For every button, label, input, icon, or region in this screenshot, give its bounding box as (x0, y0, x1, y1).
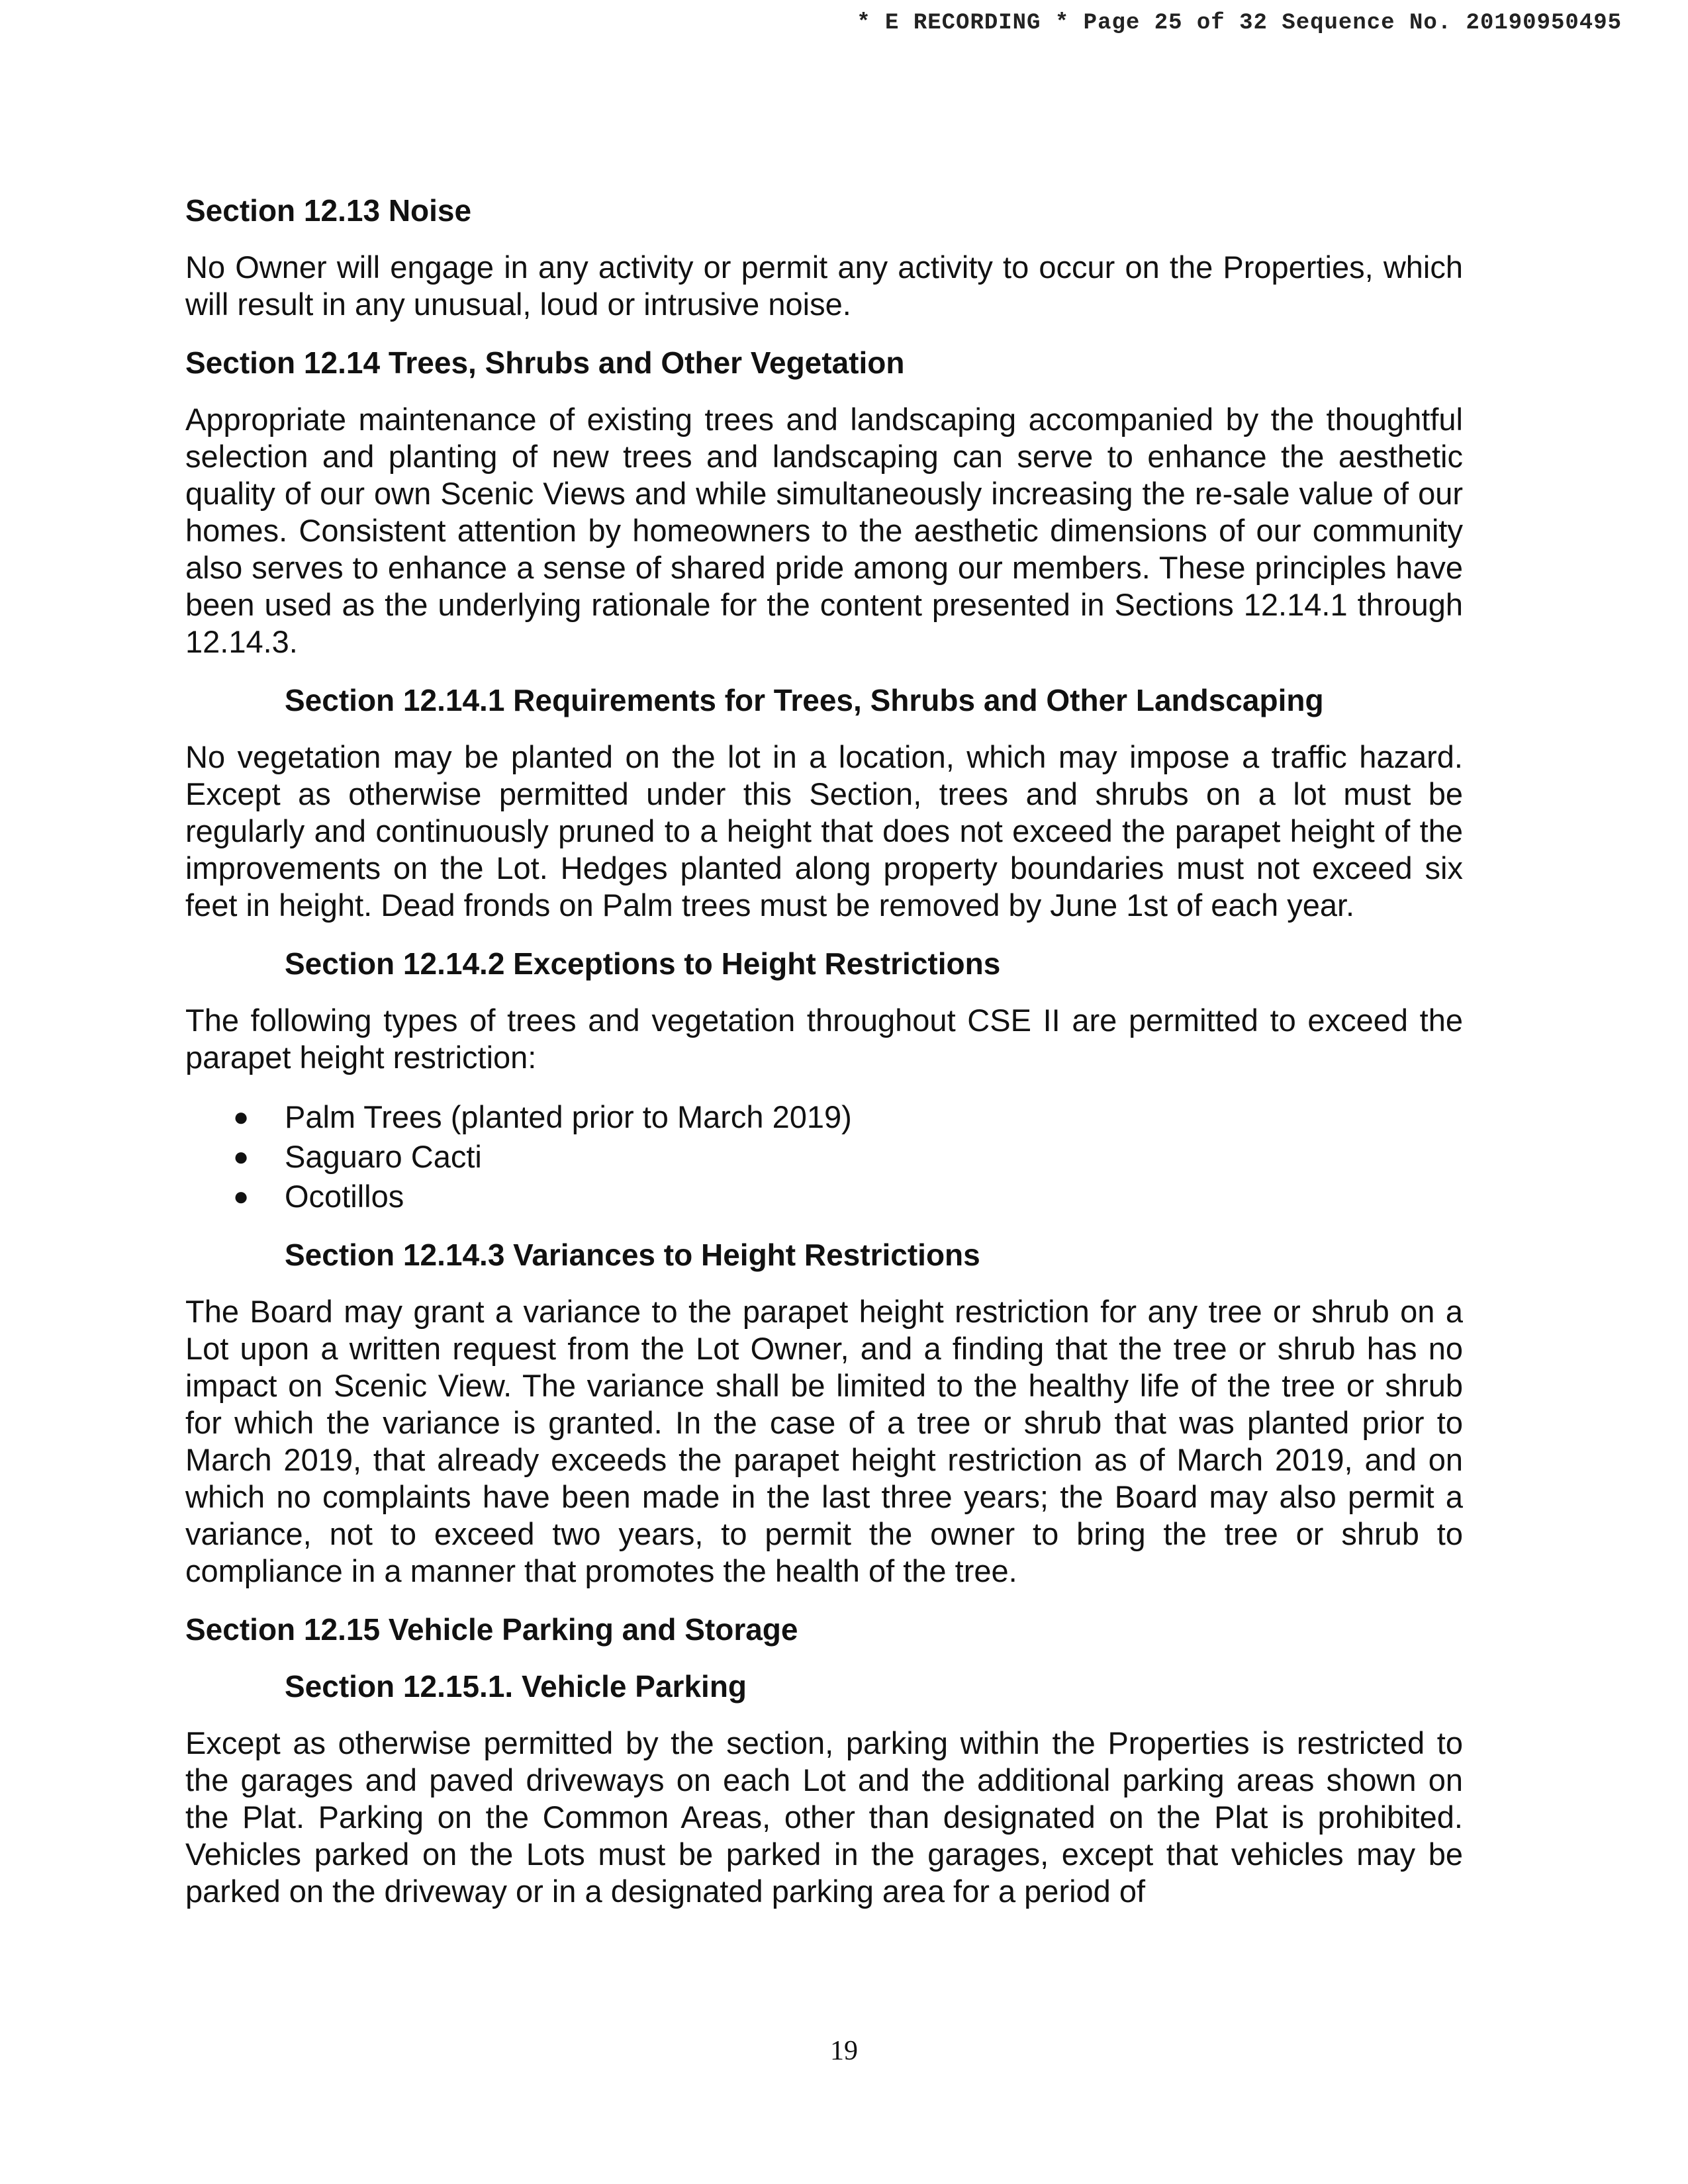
exceptions-list (185, 1097, 1463, 1216)
list-item (233, 1097, 1463, 1137)
page-number: 19 (830, 2036, 858, 2066)
section-12-14-1-heading: Section 12.14.1 Requirements for Trees, Shrubs and Other Landscaping (285, 683, 1324, 717)
bullet-icon: ● (233, 1182, 250, 1211)
section-12-14-1-text: No vegetation may be planted on the lot in a location, which may impose a traffic hazard. Except as otherwise permitted under this Section, trees and shrubs on a lot must be regularly and continuously pruned to a height that does not exceed the parapet height of the improvements on the Lot. Hedges planted along property boundaries must not exceed six feet in height. Dead fronds on Palm trees must be removed by June 1st of each year. (185, 739, 1463, 923)
section-12-13-heading: Section 12.13 Noise (185, 193, 472, 228)
list-item (233, 1177, 1463, 1216)
section-12-14-text: Appropriate maintenance of existing trees and landscaping accompanied by the thoughtful selection and planting of new trees and landscaping can serve to enhance the aesthetic quality of our own Scenic Views and while simultaneously increasing the re-sale value of our homes. Consistent attention by homeowners to the aesthetic dimensions of our community also serves to enhance a sense of shared pride among our members. These principles have been used as the underlying rationale for the content presented in Sections 12.14.1 through 12.14.3. (185, 402, 1463, 659)
list-item (233, 1137, 1463, 1177)
recording-header: * E RECORDING * Page 25 of 32 Sequence No. 20190950495 (857, 11, 1622, 36)
list-item-text: Palm Trees (planted prior to March 2019) (285, 1099, 852, 1134)
section-12-15-1-text: Except as otherwise permitted by the section, parking within the Properties is restricted to the garages and paved driveways on each Lot and the additional parking areas shown on the Plat. Parking on the Common Areas, other than designated on the Plat is prohibited. Vehicles parked on the Lots must be parked in the garages, except that vehicles may be parked on the driveway or in a designated parking area for a period of (185, 1725, 1463, 1909)
bullet-icon: ● (233, 1142, 250, 1171)
section-12-14-2-text: The following types of trees and vegetation throughout CSE II are permitted to exceed the parapet height restriction: (185, 1003, 1463, 1075)
section-12-14-2-heading: Section 12.14.2 Exceptions to Height Restrictions (285, 946, 1001, 981)
list-item-text: Ocotillos (285, 1179, 404, 1214)
section-12-14-3-text: The Board may grant a variance to the parapet height restriction for any tree or shrub on a Lot upon a written request from the Lot Owner, and a finding that the tree or shrub has no impact on Scenic View. The variance shall be limited to the healthy life of the tree or shrub for which the variance is granted. In the case of a tree or shrub that was planted prior to March 2019, that already exceeds the parapet height restriction as of March 2019, and on which no complaints have been made in the last three years; the Board may also permit a variance, not to exceed two years, to permit the owner to bring the tree or shrub to compliance in a manner that promotes the health of the tree. (185, 1294, 1463, 1588)
bullet-icon: ● (233, 1103, 250, 1132)
section-12-14-3-heading: Section 12.14.3 Variances to Height Restrictions (285, 1238, 980, 1272)
section-12-14-heading: Section 12.14 Trees, Shrubs and Other Vegetation (185, 345, 905, 380)
section-12-15-heading: Section 12.15 Vehicle Parking and Storage (185, 1612, 798, 1647)
document-body (185, 192, 1463, 1931)
list-item-text: Saguaro Cacti (285, 1139, 482, 1174)
section-12-13-text: No Owner will engage in any activity or permit any activity to occur on the Properties, which will result in any unusual, loud or intrusive noise. (185, 250, 1463, 322)
section-12-15-1-heading: Section 12.15.1. Vehicle Parking (285, 1669, 747, 1704)
